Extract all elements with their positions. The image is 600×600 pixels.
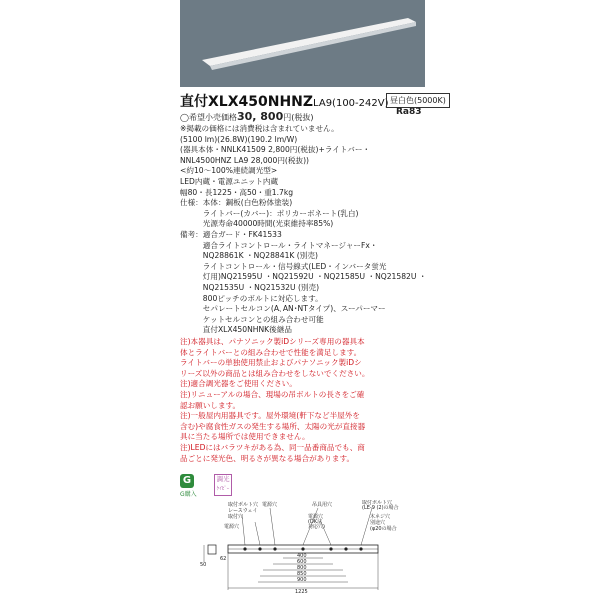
diagram-label: 取付ボルト穴	[362, 500, 393, 506]
dimension-label: 850	[297, 571, 307, 577]
color-temperature-badge: 昼白色(5000K)	[386, 93, 450, 108]
spec-line: ※掲載の価格には消費税は含まれていません。	[180, 124, 339, 133]
spec-line: セパレートセルコン(A､AN･NTタイプ)、スーパーマー	[180, 304, 386, 314]
note-line: ライトバーの単独使用禁止およびパナソニック製iDシ	[180, 358, 362, 368]
spec-line: 直付XLX450NHNK後継品	[180, 325, 292, 335]
g-purchase-label: G購入	[180, 491, 197, 498]
spec-line: 800ピッチのボルトに対応します。	[180, 293, 323, 303]
diagram-label: 取付穴	[228, 514, 244, 520]
diagram-label: 木ネジ穴	[370, 514, 391, 520]
diagram-label: 吊具用穴	[312, 502, 333, 508]
spec-line: LED内蔵・電源ユニット内蔵	[180, 176, 279, 186]
note-line: 体とライトバーとの組み合わせで性能を満足します。	[180, 347, 362, 357]
note-line: 認お願いします。	[180, 400, 241, 410]
diagram-label: 取付ボルト穴	[228, 502, 259, 508]
note-line: 具に当たる場所では使用できません。	[180, 432, 310, 442]
spec-line: (5100 lm)(26.8W)(190.2 lm/W)	[180, 134, 298, 144]
spec-list	[180, 124, 426, 336]
diagram-label: レースウェイ	[228, 508, 258, 514]
diagram-label: 電源穴	[224, 524, 240, 530]
notes-list	[180, 337, 369, 464]
note-line: 注)LEDにはバラツキがある為、同一品番商品でも、商	[180, 442, 365, 452]
ra-badge: Ra83	[396, 107, 422, 117]
product-model: 直付XLX450NHNZLA9(100-242V)	[180, 94, 389, 110]
dimension-label: 800	[297, 565, 307, 571]
note-line: リーズ以外の商品とは組み合わせをしないでください。	[180, 368, 370, 378]
spec-line: 灯用)NQ21595U ・NQ21592U ・NQ21585U ・NQ21582U ・	[180, 272, 427, 282]
dimension-label: 600	[297, 559, 307, 565]
spec-line: 光源寿命40000時間(光束維持率85%)	[180, 219, 334, 229]
spec-line: ケットセルコンとの組み合わせ可能	[180, 314, 324, 324]
spec-line: 備考：適合ガード・FK41533	[180, 229, 282, 239]
product-photo	[180, 0, 425, 87]
note-line: 品ごとに発光色、明るさが異なる場合があります。	[180, 453, 355, 463]
g-purchase-icon: G	[180, 474, 194, 488]
note-line: 注)本器具は、パナソニック製iDシリーズ専用の器具本	[180, 337, 365, 346]
diagram-label: 別途穴	[370, 520, 386, 526]
diagram-label: (LE-9 (2)の場合	[362, 505, 399, 511]
dimming-sub: ｹｲﾋﾟｰ	[216, 486, 230, 492]
spec-line: ライトコントロール・信号線式(LED・インバータ蛍光	[180, 261, 387, 271]
note-line: 注)適合調光器をご使用ください。	[180, 379, 297, 389]
dimension-label: 400	[297, 553, 307, 559]
spec-line: NNL4500HNZ LA9 28,000円(税抜))	[180, 155, 310, 165]
spec-line: 適合ライトコントロール・ライトマネージャーFx・	[180, 240, 378, 250]
spec-line: 仕様：本体：鋼板(白色粉体塗装)	[180, 198, 293, 208]
dimming-label: 調光	[216, 475, 230, 483]
diagram-label: 電源穴	[308, 514, 324, 520]
note-line: 注)一般屋内用器具です。屋外環境(軒下など半屋外を	[180, 411, 360, 421]
diagram-label: 電源穴	[262, 502, 278, 508]
spec-line: ライトバー(カバー)：ポリカーボネート(乳白)	[180, 208, 359, 218]
spec-line: (器具本体・NNLK41509 2,800円(税抜)+ライトバー・	[180, 145, 371, 155]
dimension-label: 62	[220, 556, 227, 562]
diagram-label: 対応穴)	[308, 524, 325, 530]
spec-line: <約10～100%連続調光型>	[180, 166, 278, 176]
diagram-label: (DK法	[308, 519, 323, 525]
dimension-label: 900	[297, 577, 307, 583]
price-line: ◯希望小売価格30, 800円(税抜)	[180, 110, 314, 123]
spec-line: 幅80・長1225・高50・重1.7kg	[180, 187, 294, 197]
spec-line: NQ21535U ・NQ21532U (別売)	[180, 282, 320, 292]
spec-line: NQ28861K ・NQ28841K (別売)	[180, 251, 318, 261]
dimension-label: 50	[200, 562, 207, 568]
dimming-icon	[214, 474, 232, 496]
dimension-label: 1225	[295, 589, 308, 595]
dimension-diagram	[200, 500, 420, 595]
diagram-label: (φ20の場合	[370, 526, 397, 532]
note-line: 含む)や腐食性ガスの発生する場所、太陽の光が直接器	[180, 421, 366, 431]
note-line: 注)リニューアルの場合、現場の吊ボルトの長さをご確	[180, 389, 365, 399]
